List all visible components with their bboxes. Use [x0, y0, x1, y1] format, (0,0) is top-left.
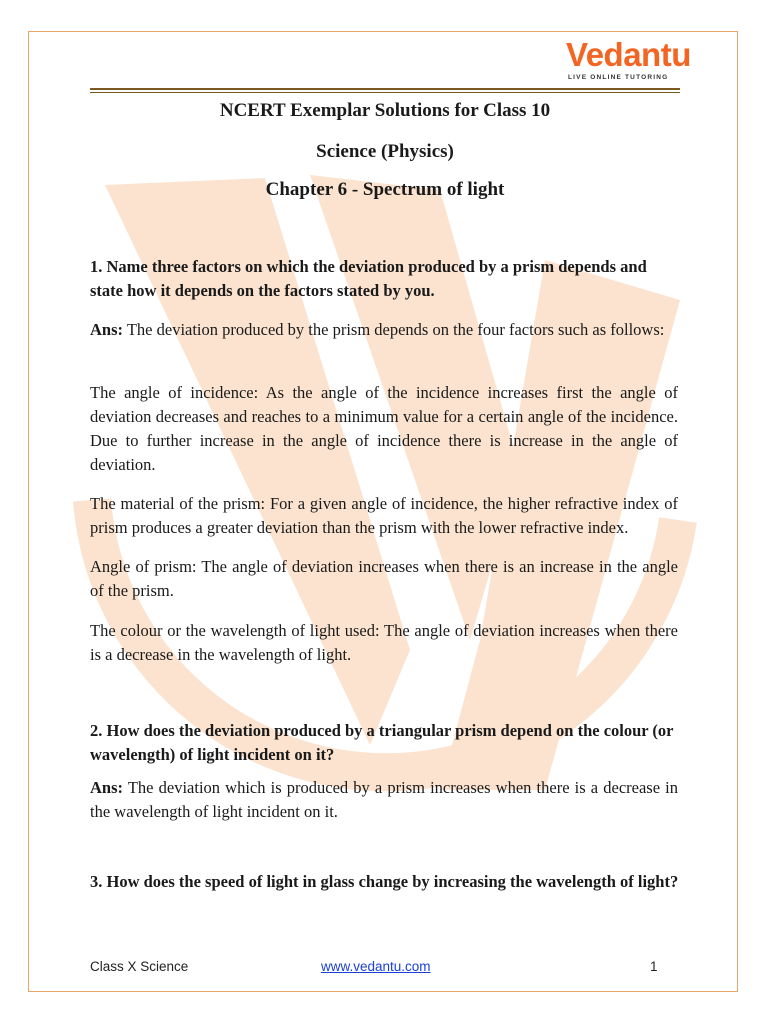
vedantu-logo[interactable]	[566, 36, 691, 84]
header-rule-thin	[90, 92, 680, 93]
logo-tagline: LIVE ONLINE TUTORING	[568, 74, 669, 81]
answer-label: Ans:	[90, 320, 124, 339]
answer-1-intro	[90, 318, 678, 342]
answer-2	[90, 776, 678, 824]
answer-1-point-4: The colour or the wavelength of light used: The angle of deviation increases when there is a decrease in the wavelength of light.	[90, 621, 678, 664]
question-1: 1. Name three factors on which the deviation produced by a prism depends and state how it depends on the factors stated by you.	[90, 257, 647, 300]
document-title: NCERT Exemplar Solutions for Class 10	[219, 100, 551, 121]
logo-wordmark: Vedantu	[566, 36, 691, 73]
answer-1-point-1: The angle of incidence: As the angle of the incidence increases first the angle of deviation decreases and reaches to a minimum value for a certain angle of the incidence. Due to further increase in the angle of incidence there is increase in the angle of deviation.	[90, 383, 678, 474]
question-3: 3. How does the speed of light in glass change by increasing the wavelength of light?	[90, 872, 679, 891]
chapter-title: Chapter 6 - Spectrum of light	[265, 179, 505, 200]
footer-website-link[interactable]: www.vedantu.com	[321, 959, 431, 974]
answer-1-point-2: The material of the prism: For a given angle of incidence, the higher refractive index of prism produces a greater deviation than the prism with the lower refractive index.	[90, 494, 678, 537]
question-2: 2. How does the deviation produced by a triangular prism depend on the colour (or wavelength) of light incident on it?	[90, 721, 674, 764]
header-rule	[90, 88, 680, 90]
page-number: 1	[650, 959, 658, 974]
answer-text: The deviation produced by the prism depends on the four factors such as follows:	[123, 320, 665, 339]
answer-1-point-3: Angle of prism: The angle of deviation increases when there is an increase in the angle of the prism.	[90, 557, 678, 600]
answer-label: Ans:	[90, 778, 124, 797]
document-subject: Science (Physics)	[316, 141, 454, 162]
answer-text: The deviation which is produced by a prism increases when there is a decrease in the wavelength of light incident on it.	[90, 778, 678, 821]
footer-class-label: Class X Science	[90, 959, 189, 974]
